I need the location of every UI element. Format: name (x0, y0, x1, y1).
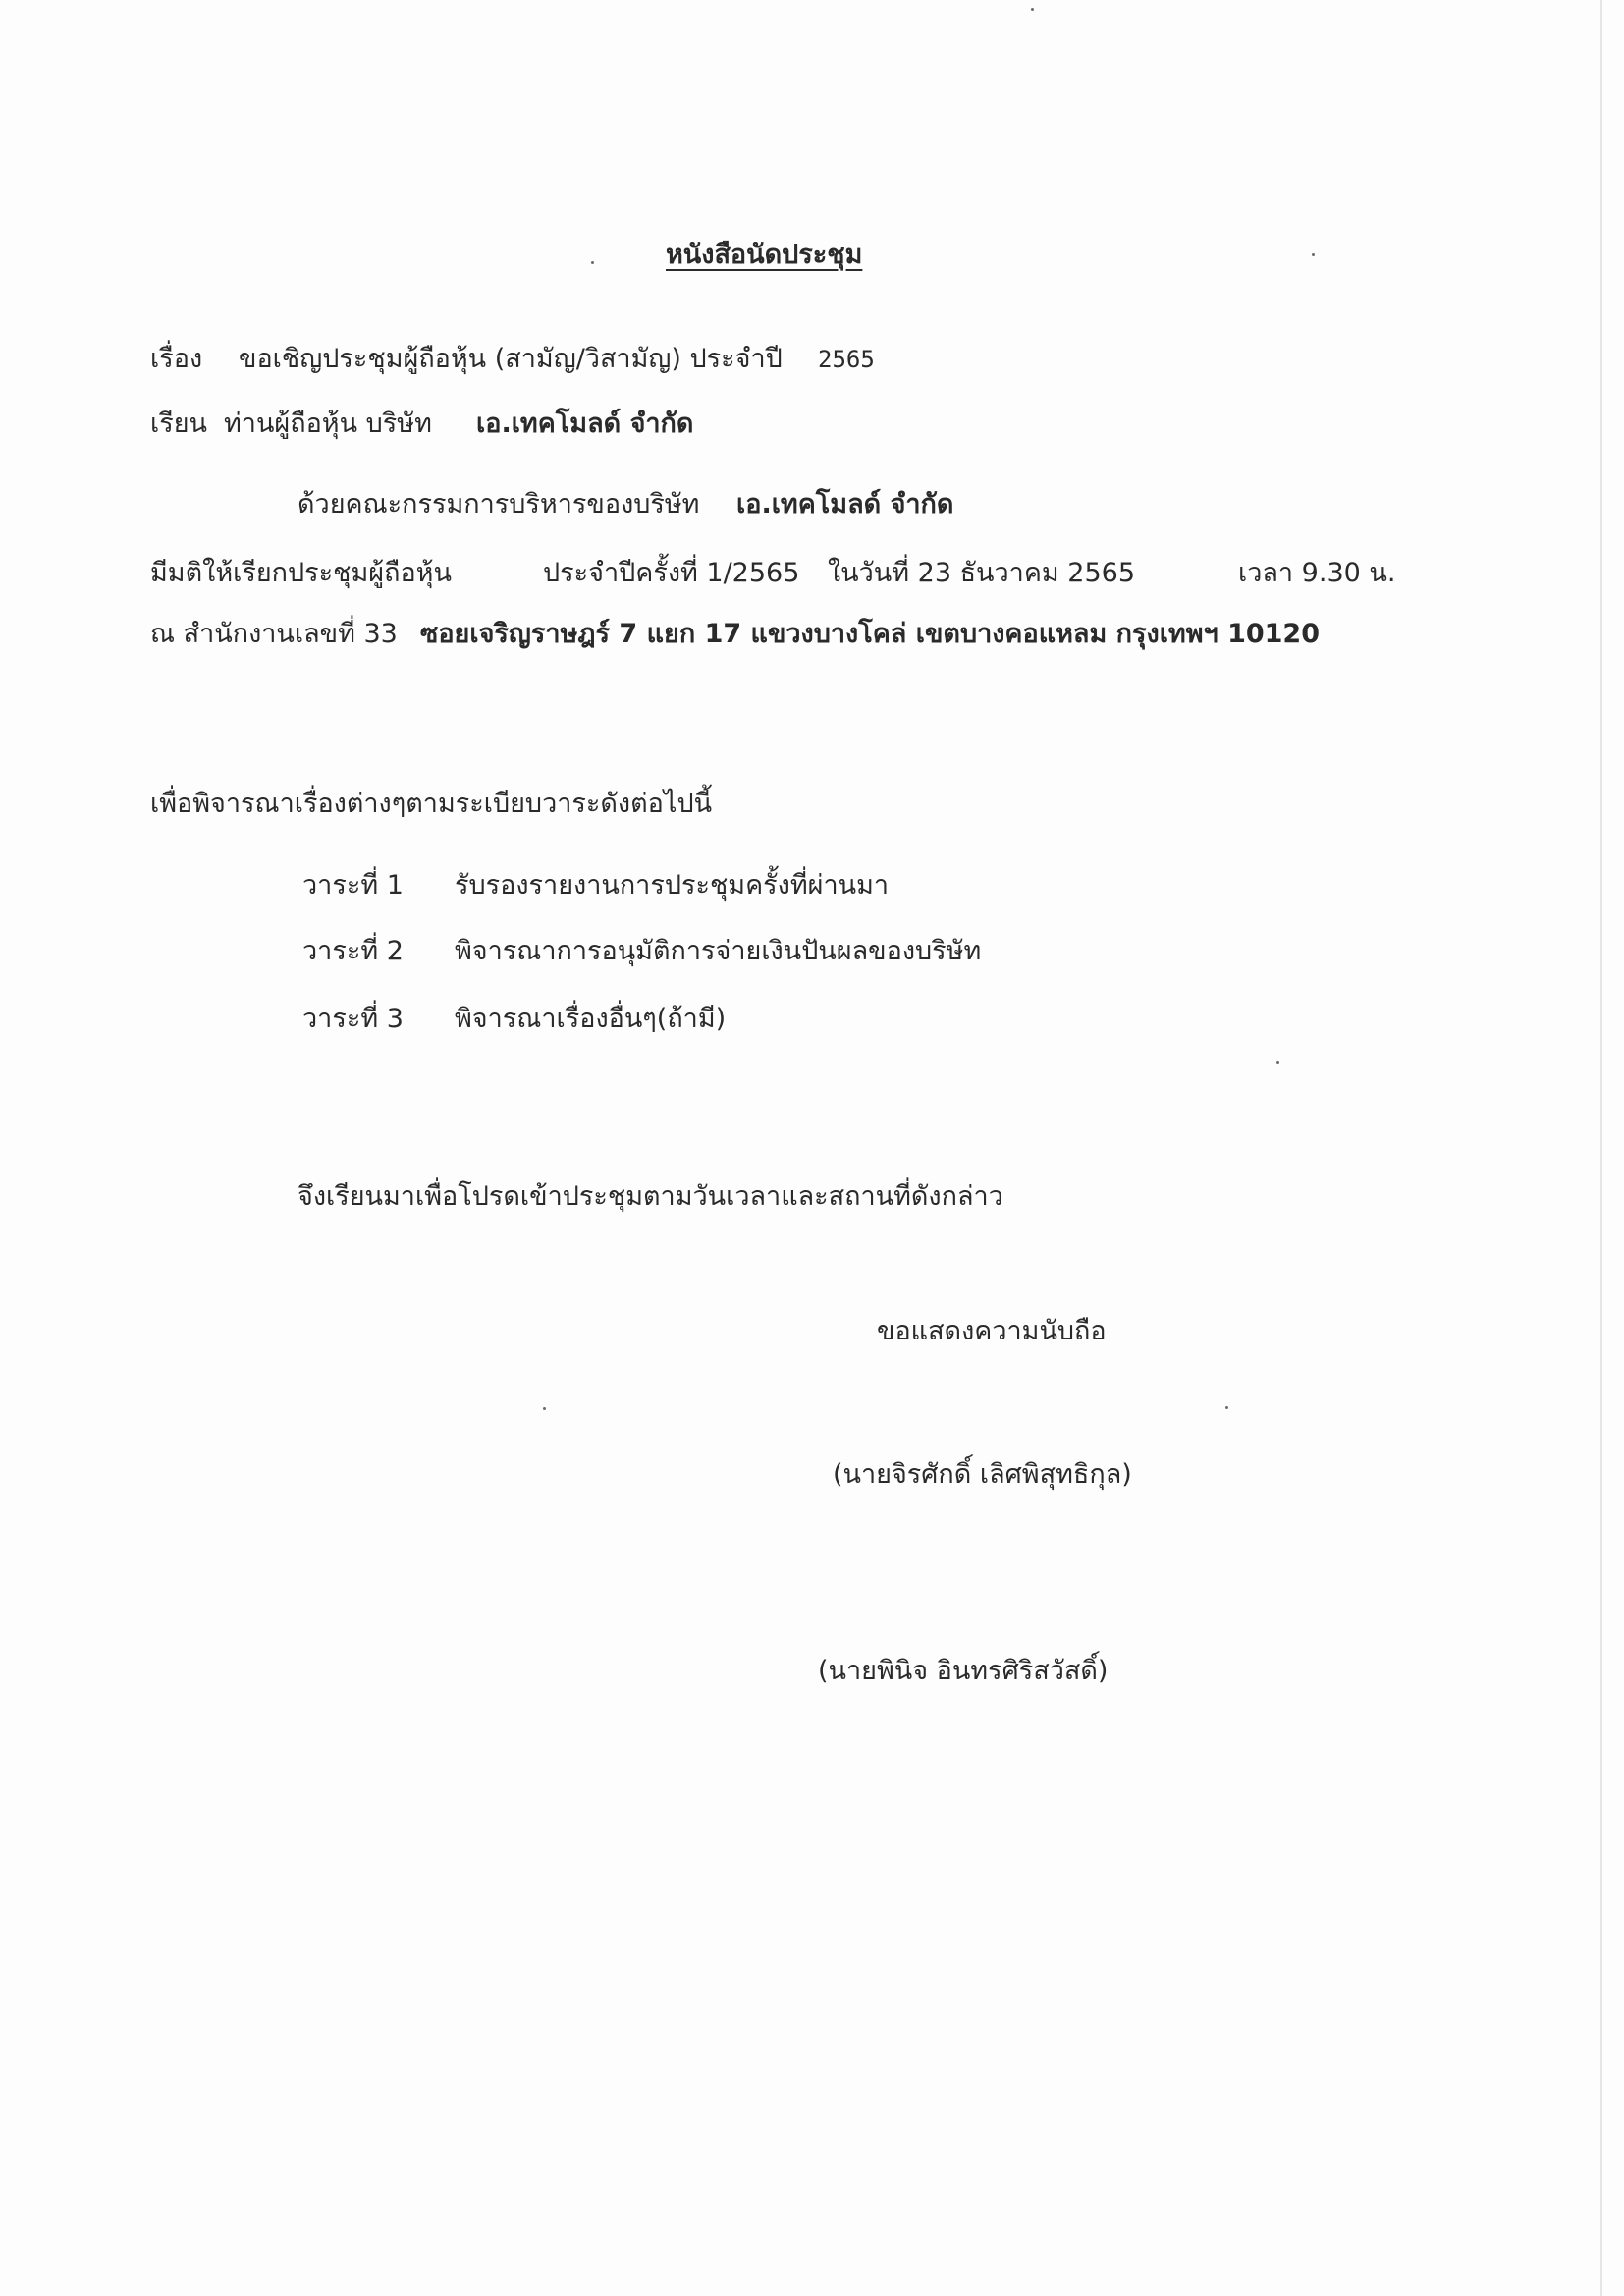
agenda-intro: เพื่อพิจารณาเรื่องต่างๆตามระเบียบวาระดังต่อไปนี้ (150, 789, 713, 819)
signatory-name: (นายจิรศักดิ์ เลิศพิสุทธิกุล) (833, 1459, 1132, 1490)
agenda-label: วาระที่ 1 (302, 870, 404, 901)
scan-speck (543, 1407, 546, 1410)
scan-speck (1312, 253, 1315, 256)
agenda-text: พิจารณาการอนุมัติการจ่ายเงินปันผลของบริษัท (455, 936, 982, 966)
agenda-text: รับรองรายงานการประชุมครั้งที่ผ่านมา (455, 870, 890, 901)
subject-year: 2565 (818, 346, 875, 373)
scan-speck (1031, 8, 1034, 11)
closing-text: จึงเรียนมาเพื่อโปรดเข้าประชุมตามวันเวลาและสถานที่ดังกล่าว (298, 1181, 1003, 1212)
agenda-label: วาระที่ 2 (302, 936, 404, 966)
body-company: เอ.เทคโมลด์ จำกัด (736, 489, 954, 519)
document-title: หนังสือนัดประชุม (666, 240, 863, 270)
meeting-time: เวลา 9.30 น. (1238, 558, 1396, 588)
resolution-text: มีมติให้เรียกประชุมผู้ถือหุ้น (150, 558, 452, 588)
office-number: ณ สำนักงานเลขที่ 33 (150, 619, 398, 649)
to-label: เรียน (150, 409, 208, 439)
signatory-name: (นายพินิจ อินทรศิริสวัสดิ์) (818, 1656, 1109, 1686)
board-text: ด้วยคณะกรรมการบริหารของบริษัท (298, 489, 700, 519)
scan-speck (1225, 1406, 1228, 1409)
page-edge-shadow (1600, 0, 1602, 2296)
meeting-number: ประจำปีครั้งที่ 1/2565 (543, 558, 800, 588)
scan-speck (1276, 1061, 1279, 1064)
agenda-text: พิจารณาเรื่องอื่นๆ(ถ้ามี) (455, 1004, 727, 1034)
agenda-label: วาระที่ 3 (302, 1004, 404, 1034)
office-address: ซอยเจริญราษฎร์ 7 แยก 17 แขวงบางโคล่ เขตบางคอแหลม กรุงเทพฯ 10120 (420, 619, 1321, 649)
subject-label: เรื่อง (150, 344, 203, 374)
regards-text: ขอแสดงความนับถือ (877, 1316, 1107, 1346)
scan-speck (591, 261, 594, 264)
to-company: เอ.เทคโมลด์ จำกัด (476, 409, 694, 439)
subject-text: ขอเชิญประชุมผู้ถือหุ้น (สามัญ/วิสามัญ) ประจำปี (239, 344, 783, 374)
to-text: ท่านผู้ถือหุ้น บริษัท (224, 409, 432, 439)
meeting-date: ในวันที่ 23 ธันวาคม 2565 (828, 558, 1135, 588)
